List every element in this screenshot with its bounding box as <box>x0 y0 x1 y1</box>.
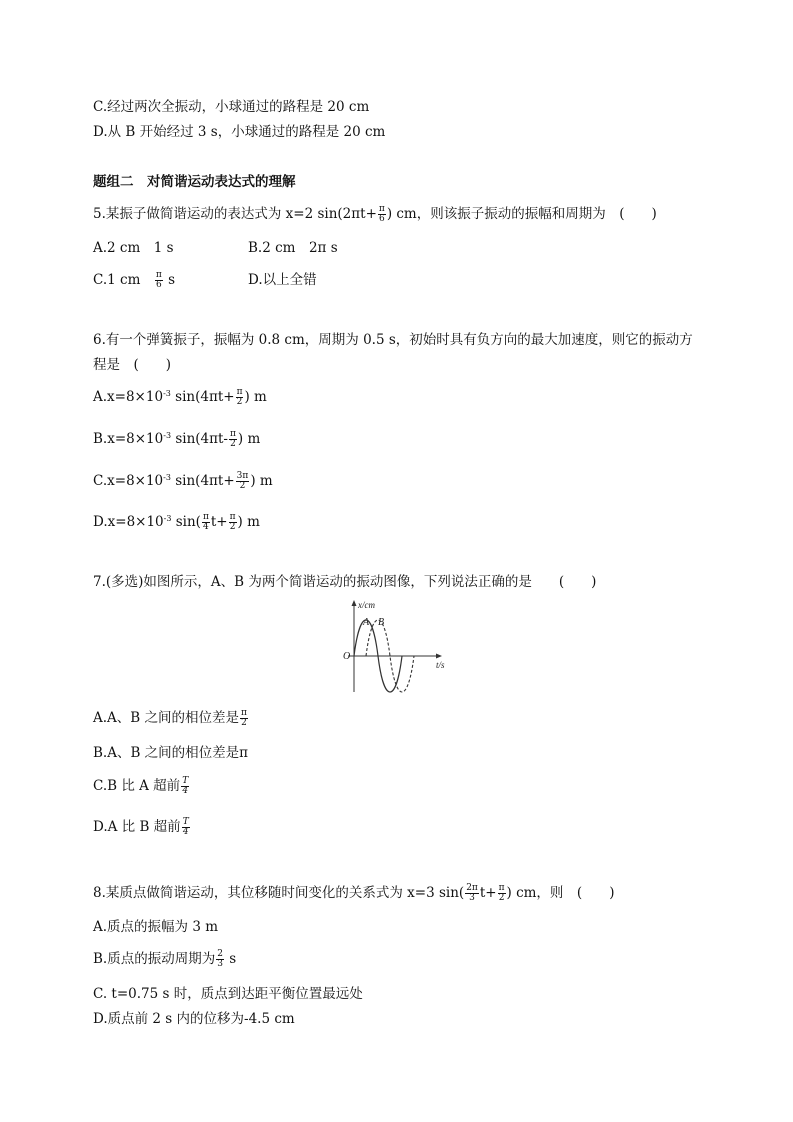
q5-stem-part: ) cm，则该振子振动的振幅和周期为 ( ) <box>386 206 657 222</box>
expr-base: x=8×10 <box>107 514 164 530</box>
frac-num: T <box>182 817 189 827</box>
expr-sin: sin( <box>171 431 201 447</box>
q8-option-b <box>93 950 236 969</box>
frac-den: 2 <box>241 718 247 728</box>
q6-stem-line2: 程是 ( ) <box>93 357 172 373</box>
option-label: B. <box>93 431 108 447</box>
option-unit: s <box>224 951 237 967</box>
q5-option-d: D.以上全错 <box>248 272 317 288</box>
q8-stem-part: ) cm，则 ( ) <box>506 885 615 901</box>
option-label: D. <box>93 514 108 530</box>
expr-exponent: -3 <box>163 389 171 398</box>
q5-optc-text: C.1 cm <box>93 272 154 288</box>
q8-fraction <box>498 884 506 903</box>
frac-den: 3 <box>217 959 223 969</box>
frac-den: 2 <box>236 397 243 407</box>
q5-frac-num: π <box>378 204 385 214</box>
frac-num: π <box>498 883 505 893</box>
q4-option-c: C.经过两次全振动，小球通过的路程是 20 cm <box>93 99 370 115</box>
option-label: A. <box>93 389 108 405</box>
expr-fraction <box>229 430 237 449</box>
option-text: D.A 比 B 超前 <box>93 819 181 835</box>
expr-base: x=8×10 <box>107 389 164 405</box>
frac-num: 2π <box>466 883 478 893</box>
q6-option-a <box>93 388 267 407</box>
q5-optc-fraction <box>155 271 163 290</box>
expr-base: x=8×10 <box>107 473 164 489</box>
expr-arg: 4πt+ <box>200 389 235 405</box>
section-heading: 题组二 对简谐运动表达式的理解 <box>93 174 296 190</box>
expr-unit: ) m <box>237 514 260 530</box>
q6-option-d <box>93 513 260 532</box>
y-axis-arrow <box>352 600 357 606</box>
expr-unit: ) m <box>244 389 267 405</box>
expr-arg: 4πt+ <box>200 473 235 489</box>
option-fraction <box>182 818 190 837</box>
expr-arg: 4πt- <box>200 431 228 447</box>
q7-stem: 7.(多选)如图所示，A、B 为两个简谐运动的振动图像，下列说法正确的是 ( ) <box>93 574 597 590</box>
q5-option-b: B.2 cm 2π s <box>248 240 338 256</box>
frac-den: 4 <box>182 786 189 796</box>
q5-option-c <box>93 271 175 290</box>
expr-arg: t+ <box>210 514 228 530</box>
q8-stem-part: t+ <box>479 885 497 901</box>
frac-num: π <box>236 387 243 397</box>
frac-den: 4 <box>182 827 189 837</box>
q5-optc-unit: s <box>163 272 176 288</box>
q6-stem-line1: 6.有一个弹簧振子，振幅为 0.8 cm，周期为 0.5 s，初始时具有负方向的最大加速度，则它的振动方 <box>93 332 693 348</box>
expr-exponent: -3 <box>163 431 172 440</box>
frac-num: π <box>155 270 162 280</box>
curve-b-label: B <box>378 617 385 628</box>
frac-den: 2 <box>230 439 236 449</box>
frac-num: 2 <box>217 949 223 959</box>
expr-base: x=8×10 <box>107 431 164 447</box>
q4-option-d: D.从 B 开始经过 3 s，小球通过的路程是 20 cm <box>93 124 386 140</box>
oscillation-graph <box>336 598 456 694</box>
frac-den: 2 <box>498 893 505 903</box>
origin-label: O <box>343 651 351 662</box>
q8-option-c: C. t=0.75 s 时，质点到达距平衡位置最远处 <box>93 986 363 1002</box>
q8-option-a: A.质点的振幅为 3 m <box>93 919 219 935</box>
q8-stem <box>93 884 614 903</box>
x-axis-label: t/s <box>436 660 445 670</box>
q8-stem-part: 8.某质点做简谐运动，其位移随时间变化的关系式为 x=3 sin( <box>93 885 465 901</box>
expr-fraction <box>202 513 210 532</box>
frac-num: π <box>202 512 209 522</box>
frac-num: π <box>229 429 236 439</box>
y-axis-label: x/cm <box>358 600 375 610</box>
frac-den: 2 <box>229 522 236 532</box>
curve-a-label: A <box>363 617 370 628</box>
q7-option-a <box>93 709 249 728</box>
option-fraction <box>216 950 224 969</box>
frac-num: π <box>229 512 236 522</box>
q8-option-d: D.质点前 2 s 内的位移为-4.5 cm <box>93 1011 295 1027</box>
expr-sin: sin( <box>170 473 201 489</box>
option-text: C.B 比 A 超前 <box>93 778 181 794</box>
option-fraction <box>240 709 248 728</box>
frac-num: T <box>182 776 189 786</box>
frac-den: 4 <box>203 522 209 532</box>
expr-fraction <box>229 513 237 532</box>
expr-unit: ) m <box>237 431 261 447</box>
frac-den: 6 <box>155 280 162 290</box>
expr-fraction <box>236 388 244 407</box>
option-text: A.A、B 之间的相位差是 <box>93 710 240 726</box>
option-fraction <box>181 777 189 796</box>
expr-sin: sin( <box>170 389 201 405</box>
q5-fraction <box>378 205 386 224</box>
expr-unit: ) m <box>250 473 273 489</box>
expr-sin: sin( <box>171 514 201 530</box>
q6-option-c <box>93 472 273 491</box>
expr-exponent: -3 <box>163 473 171 482</box>
x-axis-arrow <box>436 654 442 659</box>
frac-num: π <box>241 708 247 718</box>
frac-den: 2 <box>239 481 246 491</box>
q6-option-b <box>93 430 260 449</box>
option-text: B.质点的振动周期为 <box>93 951 216 967</box>
q7-option-c <box>93 777 190 796</box>
q5-stem <box>93 205 657 224</box>
q7-option-d <box>93 818 191 837</box>
option-label: C. <box>93 473 108 489</box>
q7-option-b: B.A、B 之间的相位差是π <box>93 745 249 761</box>
q8-fraction <box>465 884 479 903</box>
q5-frac-den: 6 <box>378 214 385 224</box>
frac-num: 3π <box>236 471 249 481</box>
q5-option-a: A.2 cm 1 s <box>93 240 174 256</box>
expr-fraction <box>236 472 250 491</box>
expr-exponent: -3 <box>163 514 172 523</box>
q5-stem-part: 5.某振子做简谐运动的表达式为 x=2 sin(2πt+ <box>93 206 377 222</box>
frac-den: 3 <box>469 893 475 903</box>
